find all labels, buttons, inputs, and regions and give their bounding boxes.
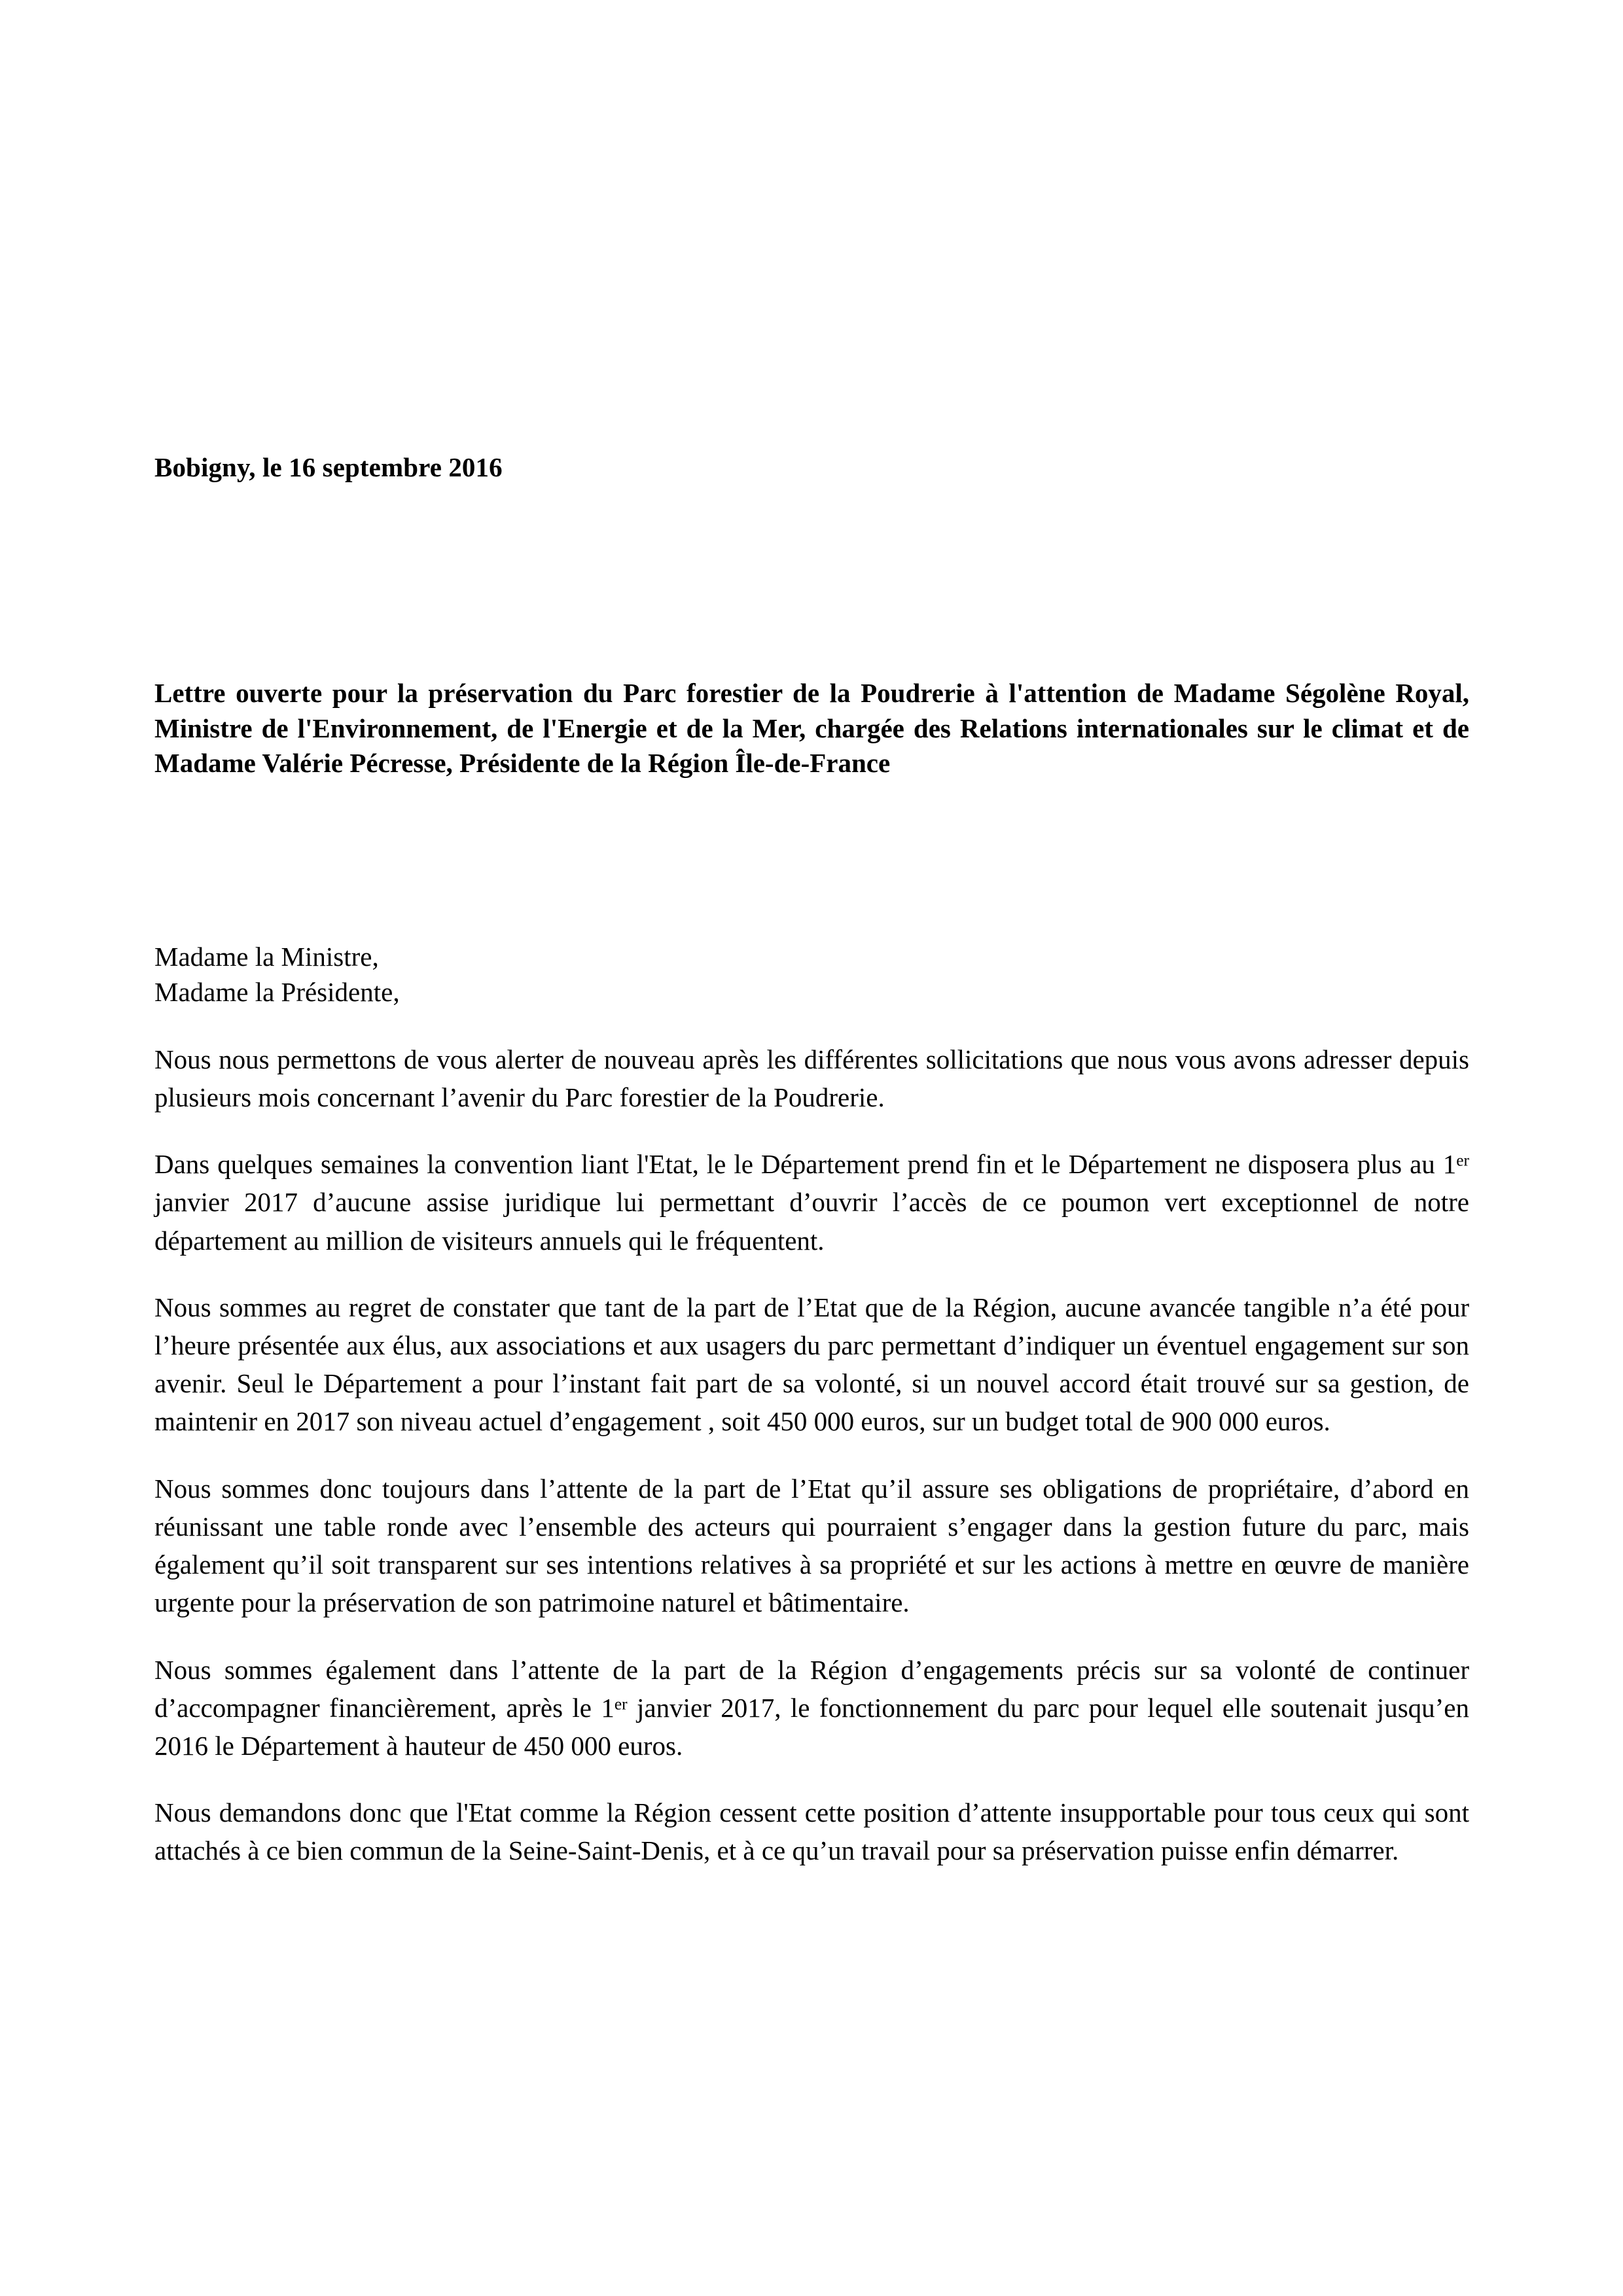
- paragraph-4: Nous sommes donc toujours dans l’attente de la part de l’Etat qu’il assure ses obligations de propriétaire, d’abord en réunissant une table ronde avec l’ensemble des acteurs qui pourraient s’engager dans la gestion future du parc, mais également qu’il soit transparent sur ses intentions relatives à sa propriété et sur les actions à mettre en œuvre de manière urgente pour la préservation de son patrimoine naturel et bâtimentaire.: [154, 1473, 1469, 1618]
- salutation-line-minister: Madame la Ministre,: [154, 942, 379, 972]
- paragraph-2: [154, 1145, 1469, 1260]
- salutation-block: [154, 940, 1469, 1010]
- paragraph-3: Nous sommes au regret de constater que tant de la part de l’Etat que de la Région, aucune avancée tangible n’a été pour l’heure présentée aux élus, aux associations et aux usagers du parc permettant d’indiquer un éventuel engagement sur son avenir. Seul le Département a pour l’instant fait part de sa volonté, si un nouvel accord était trouvé sur sa gestion, de maintenir en 2017 son niveau actuel d’engagement , soit 450 000 euros, sur un budget total de 900 000 euros.: [154, 1292, 1469, 1437]
- date-line: Bobigny, le 16 septembre 2016: [154, 452, 503, 482]
- paragraph-5: [154, 1651, 1469, 1765]
- paragraph-5-text-after-ordinal: janvier 2017, le fonctionnement du parc pour lequel elle soutenait jusqu’en 2016 le Département à hauteur de 450 000 euros.: [154, 1692, 1470, 1761]
- paragraph-2-text-before-ordinal: Dans quelques semaines la convention liant l'Etat, le le Département prend fin et le Département ne disposera plus au 1: [154, 1149, 1457, 1180]
- paragraph-5-text-before-ordinal: Nous sommes également dans l’attente de la part de la Région d’engagements précis sur sa volonté de continuer d’accompagner financièrement, après le 1: [154, 1654, 1469, 1723]
- paragraph-6: Nous demandons donc que l'Etat comme la Région cessent cette position d’attente insupportable pour tous ceux qui sont attachés à ce bien commun de la Seine-Saint-Denis, et à ce qu’un travail pour sa préservation puisse enfin démarrer.: [154, 1797, 1469, 1866]
- ordinal-suffix-er: er: [614, 1695, 628, 1714]
- paragraph-1: Nous nous permettons de vous alerter de nouveau après les différentes sollicitations que nous vous avons adresser depuis plusieurs mois concernant l’avenir du Parc forestier de la Poudrerie.: [154, 1044, 1469, 1112]
- salutation-line-president: Madame la Présidente,: [154, 976, 400, 1007]
- paragraph-2-text-after-ordinal: janvier 2017 d’aucune assise juridique lui permettant d’ouvrir l’accès de ce poumon vert exceptionnel de notre département au million de visiteurs annuels qui le fréquentent.: [154, 1187, 1469, 1256]
- ordinal-suffix-er: er: [1456, 1151, 1469, 1170]
- letter-content: [154, 451, 1469, 1870]
- letter-title: Lettre ouverte pour la préservation du Parc forestier de la Poudrerie à l'attention de Madame Ségolène Royal, Ministre de l'Environnement, de l'Energie et de la Mer, chargée des Relations internationales sur le climat et de Madame Valérie Pécresse, Présidente de la Région Île-de-France: [154, 678, 1469, 778]
